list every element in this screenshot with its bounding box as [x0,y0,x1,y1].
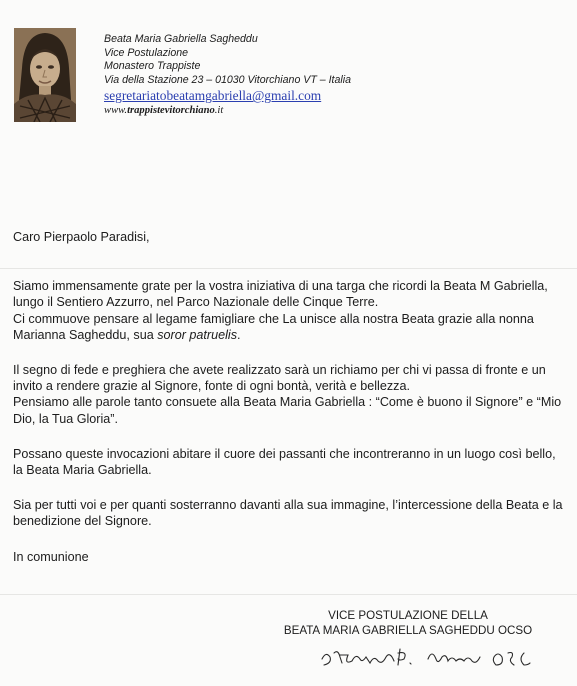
website-link[interactable] [104,104,544,118]
signature-line-2: BEATA MARIA GABRIELLA SAGHEDDU OCSO [283,623,533,637]
closing: In comunione [13,549,89,564]
paragraph-family [13,311,568,343]
portrait-photo [14,28,76,122]
email-link[interactable]: segretariatobeatamgabriella@gmail.com [104,88,322,104]
letterhead-office: Vice Postulazione [104,46,189,59]
salutation: Caro Pierpaolo Paradisi, [13,230,150,244]
website-prefix: www. [104,105,128,117]
letterhead-address: Via della Stazione 23 – 01030 Vitorchiano VT – Italia [104,73,351,86]
letter-body [13,229,568,565]
paper-fold-bottom [0,594,577,595]
paragraph-gratitude: Siamo immensamente grate per la vostra iniziativa di una targa che ricordi la Beata M Gabriella, lungo il Sentiero Azzurro, nel Parco Nazionale delle Cinque Terre. [13,279,548,310]
family-end: . [237,327,241,342]
website-domain: trappistevitorchiano [127,105,215,117]
website-suffix: .it [214,105,224,117]
letterhead [104,33,544,118]
paragraph-sign-of-faith: Il segno di fede e preghiera che avete realizzato sarà un richiamo per chi vi passa di fronte e un invito a rendere grazie al Signore, fonte di ogni bontà, verità e bellezza. [13,363,546,394]
letterhead-name: Beata Maria Gabriella Sagheddu [104,33,258,45]
signature-block [258,609,558,638]
letterhead-monastery: Monastero Trappiste [104,60,201,73]
handwritten-signature [318,643,570,673]
paragraph-blessing: Sia per tutti voi e per quanti sosterranno davanti alla sua immagine, l’intercessione della Beata e la benedizione del Signore. [13,498,563,529]
soror-patruelis-text: soror patruelis [157,327,238,342]
signature-line-1: VICE POSTULAZIONE DELLA [328,609,488,622]
paragraph-invocations: Possano queste invocazioni abitare il cuore dei passanti che incontreranno in un luogo così bello, la Beata Maria Gabriella. [13,446,556,478]
paragraph-words: Pensiamo alle parole tanto consuete alla Beata Maria Gabriella : “Come è buono il Signore” e “Mio Dio, la Tua Gloria”. [13,395,562,426]
family-text: Ci commuove pensare al legame famigliare che La unisce alla nostra Beata grazie alla nonna Marianna Sagheddu, sua [13,311,534,342]
girl-portrait-icon [14,28,76,122]
